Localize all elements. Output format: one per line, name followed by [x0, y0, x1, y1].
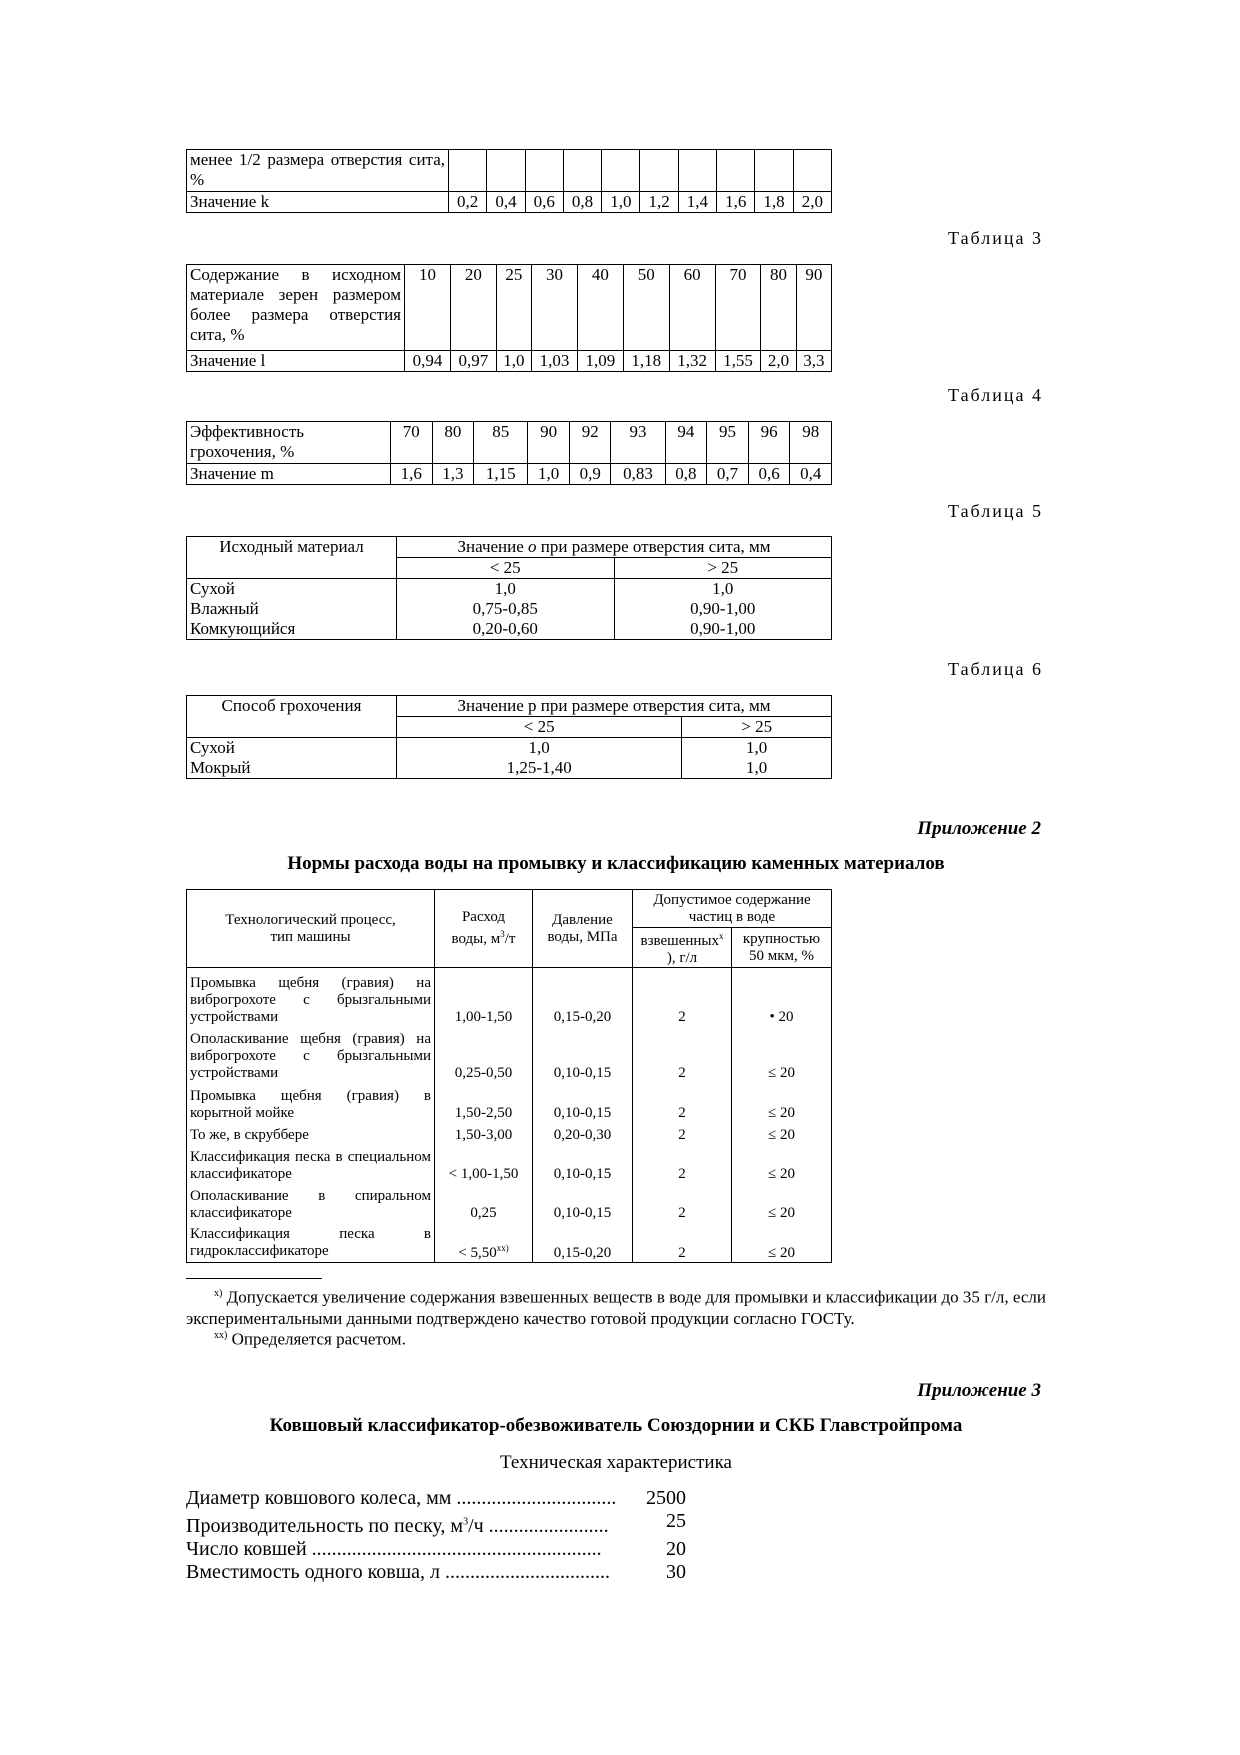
process-cell: Промывка щебня (гравия) на виброгрохоте с брызгальными устройствами [187, 968, 435, 1026]
size-cell: • 20 [732, 968, 832, 1026]
table6-col-header: Способ грохочения [187, 696, 397, 738]
suspended-cell: 2 [633, 1026, 732, 1082]
table3-header: 90 [796, 265, 831, 351]
table3-header: 10 [405, 265, 451, 351]
appendix3-title: Ковшовый классификатор-обезвоживатель Союздорнии и СКБ Главстройпрома [269, 1415, 963, 1436]
water-norms-table [186, 889, 832, 1263]
table3-header: 60 [669, 265, 715, 351]
table2-value-label: Значение k [187, 192, 449, 213]
table6-cell: 1,0 [397, 738, 682, 759]
spec-row [186, 1561, 686, 1584]
table4-header: 94 [665, 422, 707, 464]
spec-row [186, 1538, 686, 1561]
table5-cell: 0,75-0,85 [397, 599, 615, 619]
table3-value: 0,97 [450, 351, 496, 372]
table3-value: 1,03 [532, 351, 578, 372]
table4-header: 90 [528, 422, 570, 464]
spec-value: 30 [666, 1560, 686, 1583]
table2-value: 2,0 [793, 192, 831, 213]
table2-value: 0,6 [525, 192, 563, 213]
flow-cell: < 1,00-1,50 [435, 1144, 533, 1183]
process-cell: Классификация песка в гидроклассификаторе [187, 1222, 435, 1263]
table3-header: 30 [532, 265, 578, 351]
table4-header: 96 [748, 422, 790, 464]
size-cell: ≤ 20 [732, 1222, 832, 1263]
table2-value: 1,2 [640, 192, 678, 213]
table3-value: 1,18 [623, 351, 669, 372]
table3-value: 1,55 [715, 351, 761, 372]
table4-value: 1,6 [391, 464, 433, 485]
table4-value: 0,6 [748, 464, 790, 485]
size-cell: ≤ 20 [732, 1082, 832, 1122]
size-cell: ≤ 20 [732, 1144, 832, 1183]
table5-row-label: Сухой [187, 579, 397, 600]
spec-label: Производительность по песку, $м^3/ч$ ........................ [186, 1514, 609, 1537]
appendix3-subtitle: Техническая характеристика [500, 1452, 732, 1473]
process-cell: Промывка щебня (гравия) в корытной мойке [187, 1082, 435, 1122]
pressure-cell: 0,15-0,20 [533, 1222, 633, 1263]
appendix2-label: Приложение 2 [917, 818, 1041, 839]
table4-row-label: Эффективность грохочения, % [187, 422, 391, 464]
spec-label: Диаметр ковшового колеса, мм ................................ [186, 1487, 617, 1509]
flow-cell: 0,25-0,50 [435, 1026, 533, 1082]
spec-label: Вместимость одного ковша, л ................................. [186, 1560, 610, 1583]
table4-value: 1,15 [474, 464, 528, 485]
table6-row-label: Сухой [187, 738, 397, 759]
table4-value: 0,83 [611, 464, 665, 485]
table5-cell: 1,0 [397, 579, 615, 600]
footnote-divider [186, 1278, 322, 1279]
table5-sub-header: < 25 [397, 558, 615, 579]
table3-value-label: Значение l [187, 351, 405, 372]
table2-value: 1,0 [602, 192, 640, 213]
spec-list [186, 1487, 686, 1584]
table2-value: 1,6 [717, 192, 755, 213]
table6-group-header: Значение р при размере отверстия сита, мм [397, 696, 832, 717]
table3-header: 80 [761, 265, 796, 351]
header-allowed: Допустимое содержание частиц в воде [633, 890, 832, 928]
process-cell: То же, в скруббере [187, 1122, 435, 1144]
footnote-1: $^{х)}$ Допускается увеличение содержания взвешенных веществ в воде для промывки и классификации до 35 г/л, если экспериментальными данными подтверждено качество готовой продукции согласно ГОСТу. [186, 1287, 1047, 1328]
table6-row-label: Мокрый [187, 758, 397, 779]
table5-col-header: Исходный материал [187, 537, 397, 579]
table3-value: 1,0 [496, 351, 531, 372]
appendix2-title: Нормы расхода воды на промывку и классификацию каменных материалов [287, 853, 945, 874]
suspended-cell: 2 [633, 1122, 732, 1144]
flow-cell: < $5,50^{хх)}$ [435, 1222, 533, 1263]
table5-row-label: Комкующийся [187, 619, 397, 640]
table6-caption: Таблица 6 [948, 659, 1043, 679]
table2-value: 0,4 [487, 192, 525, 213]
table3-header: 50 [623, 265, 669, 351]
process-cell: Классификация песка в специальном классификаторе [187, 1144, 435, 1183]
header-flow: Расход воды, $м^3/т$ [435, 890, 533, 968]
pressure-cell: 0,10-0,15 [533, 1026, 633, 1082]
table4-header: 93 [611, 422, 665, 464]
table5-cell: 0,90-1,00 [614, 619, 832, 640]
footnote-2: $^{хх)}$ Определяется расчетом. [214, 1329, 406, 1349]
table2-value: 0,8 [563, 192, 601, 213]
table3-row-label: Содержание в исходном материале зерен размером более размера отверстия сита, % [187, 265, 405, 351]
table4-caption: Таблица 4 [948, 385, 1043, 405]
table3-value: 2,0 [761, 351, 796, 372]
spec-value: 20 [666, 1537, 686, 1560]
size-cell: ≤ 20 [732, 1026, 832, 1082]
flow-cell: 1,50-2,50 [435, 1082, 533, 1122]
table4-value: 0,4 [790, 464, 832, 485]
table5-sub-header: > 25 [614, 558, 832, 579]
suspended-cell: 2 [633, 1144, 732, 1183]
table6-sub-header: > 25 [682, 717, 832, 738]
pressure-cell: 0,10-0,15 [533, 1144, 633, 1183]
table4-header: 85 [474, 422, 528, 464]
header-process: Технологический процесс, тип машины [187, 890, 435, 968]
table3-value: 3,3 [796, 351, 831, 372]
table3 [186, 264, 832, 372]
flow-cell: 1,00-1,50 [435, 968, 533, 1026]
header-suspended: взвешенных$^х$ ), г/л [633, 928, 732, 968]
process-cell: Ополаскивание в спиральном классификаторе [187, 1183, 435, 1222]
table5-cell: 0,90-1,00 [614, 599, 832, 619]
table5 [186, 536, 832, 640]
flow-cell: 0,25 [435, 1183, 533, 1222]
suspended-cell: 2 [633, 1183, 732, 1222]
table4-header: 80 [432, 422, 474, 464]
table4-value: 1,0 [528, 464, 570, 485]
table2-tail [186, 149, 832, 213]
table5-cell: 1,0 [614, 579, 832, 600]
flow-cell: 1,50-3,00 [435, 1122, 533, 1144]
spec-value: 25 [666, 1510, 686, 1532]
spec-row [186, 1487, 686, 1510]
process-cell: Ополаскивание щебня (гравия) на виброгрохоте с брызгальными устройствами [187, 1026, 435, 1082]
size-cell: ≤ 20 [732, 1122, 832, 1144]
table3-value: 1,09 [577, 351, 623, 372]
table4-value-label: Значение m [187, 464, 391, 485]
table4-value: 0,7 [707, 464, 749, 485]
table5-group-header: Значение o при размере отверстия сита, мм [397, 537, 832, 558]
spec-value: 2500 [646, 1487, 686, 1509]
table3-header: 70 [715, 265, 761, 351]
table6-cell: 1,0 [682, 758, 832, 779]
table6-sub-header: < 25 [397, 717, 682, 738]
table3-value: 0,94 [405, 351, 451, 372]
table3-value: 1,32 [669, 351, 715, 372]
table5-cell: 0,20-0,60 [397, 619, 615, 640]
table3-header: 25 [496, 265, 531, 351]
spec-label: Число ковшей .......................................................... [186, 1537, 602, 1560]
table4-header: 98 [790, 422, 832, 464]
pressure-cell: 0,15-0,20 [533, 968, 633, 1026]
table2-value: 1,4 [678, 192, 716, 213]
suspended-cell: 2 [633, 1082, 732, 1122]
table4-value: 1,3 [432, 464, 474, 485]
header-size: крупностью 50 мкм, % [732, 928, 832, 968]
header-pressure: Давление воды, МПа [533, 890, 633, 968]
table6 [186, 695, 832, 779]
pressure-cell: 0,10-0,15 [533, 1183, 633, 1222]
table4-header: 95 [707, 422, 749, 464]
table3-header: 20 [450, 265, 496, 351]
table5-row-label: Влажный [187, 599, 397, 619]
table6-cell: 1,0 [682, 738, 832, 759]
table6-cell: 1,25-1,40 [397, 758, 682, 779]
suspended-cell: 2 [633, 1222, 732, 1263]
suspended-cell: 2 [633, 968, 732, 1026]
table2-value: 1,8 [755, 192, 793, 213]
table2-row-label: менее 1/2 размера отверстия сита, % [187, 150, 449, 192]
table3-header: 40 [577, 265, 623, 351]
pressure-cell: 0,10-0,15 [533, 1082, 633, 1122]
pressure-cell: 0,20-0,30 [533, 1122, 633, 1144]
table3-caption: Таблица 3 [948, 228, 1043, 248]
appendix3-label: Приложение 3 [917, 1380, 1041, 1401]
table4-header: 92 [569, 422, 611, 464]
table5-caption: Таблица 5 [948, 501, 1043, 521]
spec-row [186, 1510, 686, 1538]
table4 [186, 421, 832, 485]
table4-value: 0,8 [665, 464, 707, 485]
table2-value: 0,2 [449, 192, 487, 213]
table4-header: 70 [391, 422, 433, 464]
table4-value: 0,9 [569, 464, 611, 485]
size-cell: ≤ 20 [732, 1183, 832, 1222]
